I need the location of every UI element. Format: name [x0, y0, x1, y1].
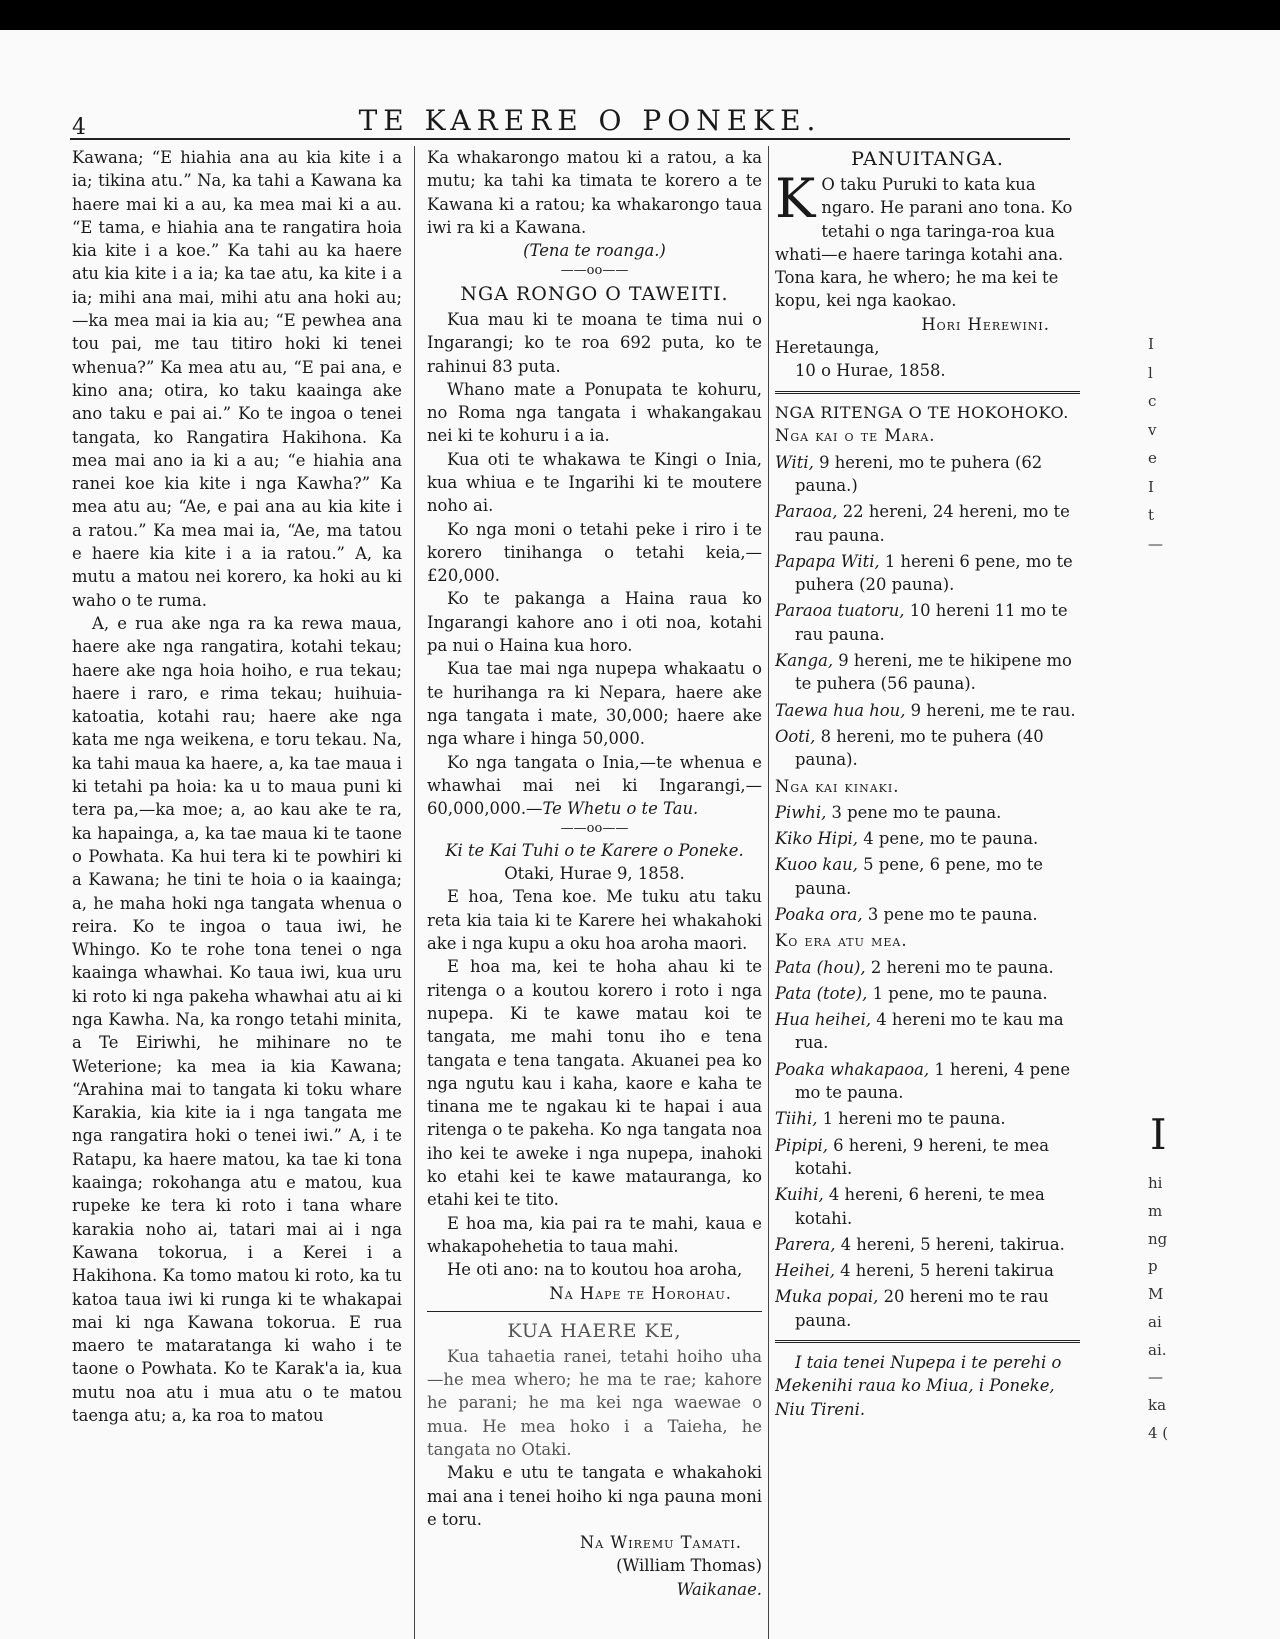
- news-item-text: Ko nga tangata o Inia,—te whenua e whawhai mai nei ki Ingarangi,—60,000,000.—: [427, 752, 762, 819]
- market-item: Pata (tote),: [775, 983, 868, 1003]
- page-number: 4: [72, 115, 86, 140]
- edge-mark: l: [1148, 363, 1153, 382]
- market-price: 9 hereni, mo te puhera (62 pauna.): [795, 452, 1043, 495]
- news-item: Whano mate a Ponupata te kohuru, no Roma nga tangata i whakangakau nei ki te kohuru i a ia.: [427, 379, 762, 446]
- market-item: Kanga,: [775, 651, 834, 671]
- edge-mark: t: [1148, 506, 1155, 524]
- market-price: 20 hereni mo te rau pauna.: [795, 1287, 1049, 1330]
- letter-addressee: Ki te Kai Tuhi o te Karere o Poneke.: [445, 840, 744, 860]
- column-divider: [414, 146, 415, 1639]
- market-price-row: [775, 1285, 1080, 1332]
- continued-note: (Tena te roanga.): [523, 241, 666, 261]
- market-item: Hua heihei,: [775, 1010, 872, 1030]
- masthead-rule: [70, 138, 1070, 140]
- market-item: Papapa Witi,: [775, 551, 880, 571]
- market-price-row: [775, 1183, 1080, 1230]
- market-item: Tiihi,: [775, 1109, 818, 1129]
- market-price-row: [775, 1134, 1080, 1181]
- market-item: Parera,: [775, 1234, 836, 1254]
- letter-signature: Na Hape te Horohau.: [549, 1283, 732, 1303]
- market-price-row: [775, 903, 1080, 926]
- news-item: Ko nga moni o tetahi peke i riro i te korero tinihanga o tetahi keia,—£20,000.: [427, 519, 762, 586]
- market-list: [775, 801, 1080, 926]
- notice-place: Heretaunga,: [775, 338, 880, 358]
- market-price: 9 hereni, me te hikipene mo te puhera (56 pauna).: [795, 651, 1072, 694]
- edge-mark: m: [1148, 1201, 1163, 1220]
- letter-paragraph: E hoa ma, kia pai ra te mahi, kaua e whakapohehetia to taua mahi.: [427, 1213, 762, 1256]
- masthead-title: TE KARERE O PONEKE.: [358, 104, 822, 137]
- market-price-row: [775, 853, 1080, 900]
- market-price-row: [775, 1107, 1080, 1130]
- market-price: 2 hereni mo te pauna.: [870, 957, 1054, 977]
- market-price: 5 pene, 6 pene, mo te pauna.: [795, 855, 1043, 898]
- drop-cap: K: [775, 166, 816, 230]
- section-rule: [775, 1340, 1080, 1343]
- adjacent-page-fragments: [1148, 330, 1188, 558]
- letter-paragraph: E hoa, Tena koe. Me tuku atu taku reta kia taia ki te Karere hei whakahoki ake i nga kupu a oku hoa aroha maori.: [427, 887, 762, 954]
- notice-paragraph: [775, 166, 1080, 313]
- section-title-market: NGA RITENGA O TE HOKOHOKO.: [775, 402, 1069, 422]
- market-price: 1 hereni, 4 pene mo te pauna.: [795, 1059, 1071, 1103]
- paragraph: Ka whakarongo matou ki a ratou, a ka mutu; ka tahi ka timata te korero a te Kawana ki a ratou; ka whakarongo taua iwi ra ki a Kawana.: [427, 148, 762, 237]
- edge-mark: ai.: [1148, 1340, 1167, 1359]
- market-price-row: [775, 451, 1080, 498]
- market-item: Kiko Hipi,: [775, 829, 858, 849]
- imprint: I taia tenei Nupepa i te perehi o Mekenihi raua ko Miua, i Poneke, Niu Tireni.: [775, 1353, 1062, 1419]
- market-price-row: [775, 1058, 1080, 1105]
- market-item: Muka popai,: [775, 1287, 879, 1307]
- market-list: [775, 956, 1080, 1332]
- market-item: Kuoo kau,: [775, 855, 858, 875]
- market-price-row: [775, 649, 1080, 696]
- market-price: 8 hereni, mo te puhera (40 pauna).: [795, 726, 1044, 770]
- letter-paragraph: He oti ano: na to koutou hoa aroha,: [447, 1260, 743, 1280]
- market-price-row: [775, 801, 1080, 824]
- column-left: [72, 146, 402, 1639]
- notice-signature-english: (William Thomas): [616, 1556, 762, 1576]
- edge-mark: —: [1148, 1368, 1163, 1387]
- letter-dateline: Otaki, Hurae 9, 1858.: [504, 864, 685, 884]
- market-subheading: Ko era atu mea.: [775, 931, 908, 951]
- market-price-row: [775, 827, 1080, 850]
- market-price-row: [775, 1233, 1080, 1256]
- market-price-row: [775, 550, 1080, 597]
- market-price: 3 pene mo te pauna.: [831, 802, 1002, 822]
- market-item: Ooti,: [775, 726, 816, 746]
- market-item: Taewa hua hou,: [775, 700, 906, 720]
- edge-mark: hi: [1148, 1174, 1163, 1192]
- market-price: 6 hereni, 9 hereni, te mea kotahi.: [795, 1135, 1049, 1178]
- notice-date: 10 o Hurae, 1858.: [795, 361, 946, 381]
- edge-mark: p: [1148, 1257, 1158, 1276]
- news-credit: Te Whetu o te Tau.: [542, 799, 699, 819]
- column-middle: [427, 146, 762, 1639]
- news-item: Ko te pakanga a Haina raua ko Ingarangi kahore ano i oti noa, kotahi pa nui o Haina kua horo.: [427, 589, 762, 656]
- market-price-row: [775, 1008, 1080, 1055]
- edge-mark: c: [1148, 392, 1157, 410]
- market-price-row: [775, 725, 1080, 772]
- edge-mark: v: [1148, 420, 1157, 439]
- paragraph: Kawana; “E hiahia ana au kia kite i a ia; tikina atu.” Na, ka tahi a Kawana ka haere mai ki a au, ka mea mai ki a au. “E tama, e hiahia ana te rangatira hoia kia kite i a koe.” Ka tahi au ka haere atu kia kite i a ia; ka tae atu, ka kite i a ia; mihi ana mai, mihi atu ana hoki au;—ka mea mai ia kia au; “E pewhea ana tou pai, me tau titiro hoki ki tenei whenua?” Ka mea atu au, “E pai ana, e kino ana; otira, ko taku kaainga ake ano taku e pai ai.” Ko te ingoa o tenei tangata, ko Rangatira Hakihona. Ka mea mai ano ia ki a au; “e hiahia ana ranei koe kia kite i nga Kawha?” Ka mea atu au; “Ae, e pai ana au kia kite i a ratou.” Ka mea mai ia, “Ae, ma tatou e haere kia kite i a ia ratou.” A, ka mutu a matou nei korero, ka hoki au ki waho o te ruma.: [72, 148, 402, 610]
- market-price-row: [775, 956, 1080, 979]
- letter-paragraph: E hoa ma, kei te hoha ahau ki te ritenga o a koutou korero i roto i nga nupepa. Ki te kawe matau koi te tangata, me mahi tonu iho e tena tangata e tena tangata. Akuanei pea ko nga ngutu kau i kaha, kaore e kaha te tinana me te ngakau ki te hapai i aua ritenga o te pakeha. Ko nga tangata noa iho kei te aweke i nga nupepa, inahoki ko etahi kei te kawe matauranga, ko etahi kei te tito.: [427, 957, 762, 1210]
- market-price-row: [775, 699, 1080, 722]
- edge-mark: ka: [1148, 1396, 1167, 1414]
- news-item: Kua mau ki te moana te tima nui o Ingarangi; ko te roa 692 puta, ko te rahinui 83 puta.: [427, 309, 762, 376]
- column-right: [775, 146, 1080, 1639]
- news-item: Kua oti te whakawa te Kingi o Inia, kua whiua e te Ingarihi ki te moutere noho ai.: [427, 449, 762, 516]
- adjacent-page-fragments-lower: [1148, 1170, 1188, 1448]
- market-price: 22 hereni, 24 hereni, mo te rau pauna.: [795, 502, 1070, 545]
- section-title-taweiti: NGA RONGO O TAWEITI.: [460, 282, 729, 305]
- notice-place: Waikanae.: [676, 1579, 762, 1599]
- edge-mark: I: [1148, 335, 1154, 353]
- notice-text: O taku Puruki to kata kua ngaro. He parani ano tona. Ko tetahi o nga taringa-roa kua whati—e haere taringa kotahi ana. Tona kara, he whero; he ma kei te kopu, kei nga kaokao.: [775, 174, 1073, 311]
- market-price: 9 hereni, me te rau.: [910, 700, 1076, 720]
- market-item: Kuihi,: [775, 1185, 824, 1205]
- market-price: 1 pene, mo te pauna.: [872, 983, 1048, 1003]
- column-divider: [768, 146, 769, 1639]
- market-subheading: Nga kai kinaki.: [775, 776, 900, 796]
- market-price: 1 hereni mo te pauna.: [822, 1109, 1006, 1129]
- notice-paragraph: Maku e utu te tangata e whakahoki mai ana i tenei hoiho ki nga pauna moni e toru.: [427, 1463, 762, 1529]
- edge-big-letter: I: [1150, 1110, 1167, 1159]
- notice-signature: Hori Herewini.: [921, 314, 1050, 334]
- market-item: Witi,: [775, 452, 814, 472]
- section-title-lost: KUA HAERE KE,: [507, 1319, 682, 1342]
- edge-mark: I: [1148, 477, 1154, 496]
- market-price: 10 hereni 11 mo te rau pauna.: [795, 601, 1068, 644]
- scan-top-border: [0, 0, 1280, 30]
- edge-mark: M: [1148, 1285, 1164, 1303]
- market-price-row: [775, 500, 1080, 547]
- edge-mark: —: [1148, 534, 1163, 553]
- market-price: 1 hereni 6 pene, mo te puhera (20 pauna).: [795, 551, 1073, 595]
- section-rule: [775, 391, 1080, 394]
- market-subheading: Nga kai o te Mara.: [775, 426, 936, 446]
- notice-signature: Na Wiremu Tamati.: [579, 1533, 742, 1553]
- section-rule: [427, 1311, 762, 1312]
- market-item: Poaka ora,: [775, 905, 863, 924]
- market-item: Pipipi,: [775, 1135, 828, 1155]
- market-price-row: [775, 1259, 1080, 1282]
- separator: ——oo——: [560, 263, 629, 279]
- market-price: 3 pene mo te pauna.: [867, 905, 1038, 924]
- market-price-row: [775, 982, 1080, 1005]
- market-price: 4 hereni mo te kau ma rua.: [795, 1010, 1064, 1053]
- market-item: Poaka whakapaoa,: [775, 1059, 930, 1079]
- market-price: 4 hereni, 5 hereni, takirua.: [840, 1234, 1065, 1254]
- market-item: Paraoa tuatoru,: [775, 601, 905, 621]
- market-price: 4 hereni, 5 hereni takirua: [840, 1261, 1054, 1281]
- market-price: 4 pene, mo te pauna.: [863, 829, 1039, 849]
- market-price: 4 hereni, 6 hereni, te mea kotahi.: [795, 1185, 1045, 1228]
- news-item: [427, 751, 762, 821]
- edge-mark: ai: [1148, 1312, 1162, 1331]
- market-item: Paraoa,: [775, 502, 838, 522]
- edge-mark: e: [1148, 449, 1157, 467]
- market-item: Piwhi,: [775, 802, 827, 822]
- paragraph: A, e rua ake nga ra ka rewa maua, haere ake nga rangatira, kotahi tekau; haere ake nga hoia hoiho, e rua tekau; haere i raro, e rima tekau; huihuia-katoatia, kotahi rau; haere ake nga kata me nga weikena, e toru tekau. Na, ka tahi maua ka haere, a, ka tae maua i ki tetahi pa hoia: ka u to maua puni ki tera pa,—ka moe; a, ao kau ake te ra, ka hapainga, a, ka tae maua ki te taone o Powhata. Ka hui tera ki te powhiri ki a Kawana; he tini te hoia o ia kaainga; a, he maha hoki nga tangata whenua o reira. Ko te ingoa o taua iwi, he Whingo. Ko te rohe tona tenei o nga kaainga whawhai. Ko taua iwi, kua uru ki roto ki nga pakeha whawhai atu ai ki nga Kawha. Na, ka rongo tetahi minita, a Te Eiriwhi, he mihinare no te Weterione; ka mea ia kia Kawana; “Arahina mai to tangata ki toku whare Karakia, kia kite ia i nga tangata me nga rangatira hoki o tenei iwi.” A, i te Ratapu, ka haere matou, ka tae ki tona kaainga; rokohanga atu e matou, kua rupeke ke tera ki roto i tana whare karakia noho ai, tatari mai ai i nga Kawana tokorua, i a Kerei i a Hakihona. Ka tomo matou ki roto, ka tu katoa taua iwi ki runga ki te whakapai mai ki nga Kawana tokorua. E rua maero te mataratanga ki waho i te taone o Powhata. Ko te Karak'a ia, kua mutu noa atu i mua atu o te matou taenga atu; a, ka roa to matou: [72, 613, 402, 1426]
- notice-paragraph: Kua tahaetia ranei, tetahi hoiho uha —he mea whero; he ma te rae; kahore he parani; he ma kei nga waewae o mua. He mea hoko i a Taieha, he tangata no Otaki.: [427, 1346, 762, 1459]
- news-item: Kua tae mai nga nupepa whakaatu o te hurihanga ra ki Nepara, haere ake nga tangata i mate, 30,000; haere ake nga whare i hinga 50,000.: [427, 659, 762, 749]
- separator: ——oo——: [560, 821, 629, 837]
- edge-mark: ng: [1148, 1229, 1168, 1248]
- section-title-panuitanga: PANUITANGA.: [851, 148, 1004, 170]
- market-list: [775, 451, 1080, 772]
- market-item: Pata (hou),: [775, 957, 866, 977]
- market-item: Heihei,: [775, 1261, 835, 1281]
- market-price-row: [775, 599, 1080, 646]
- edge-mark: 4 (: [1148, 1423, 1169, 1442]
